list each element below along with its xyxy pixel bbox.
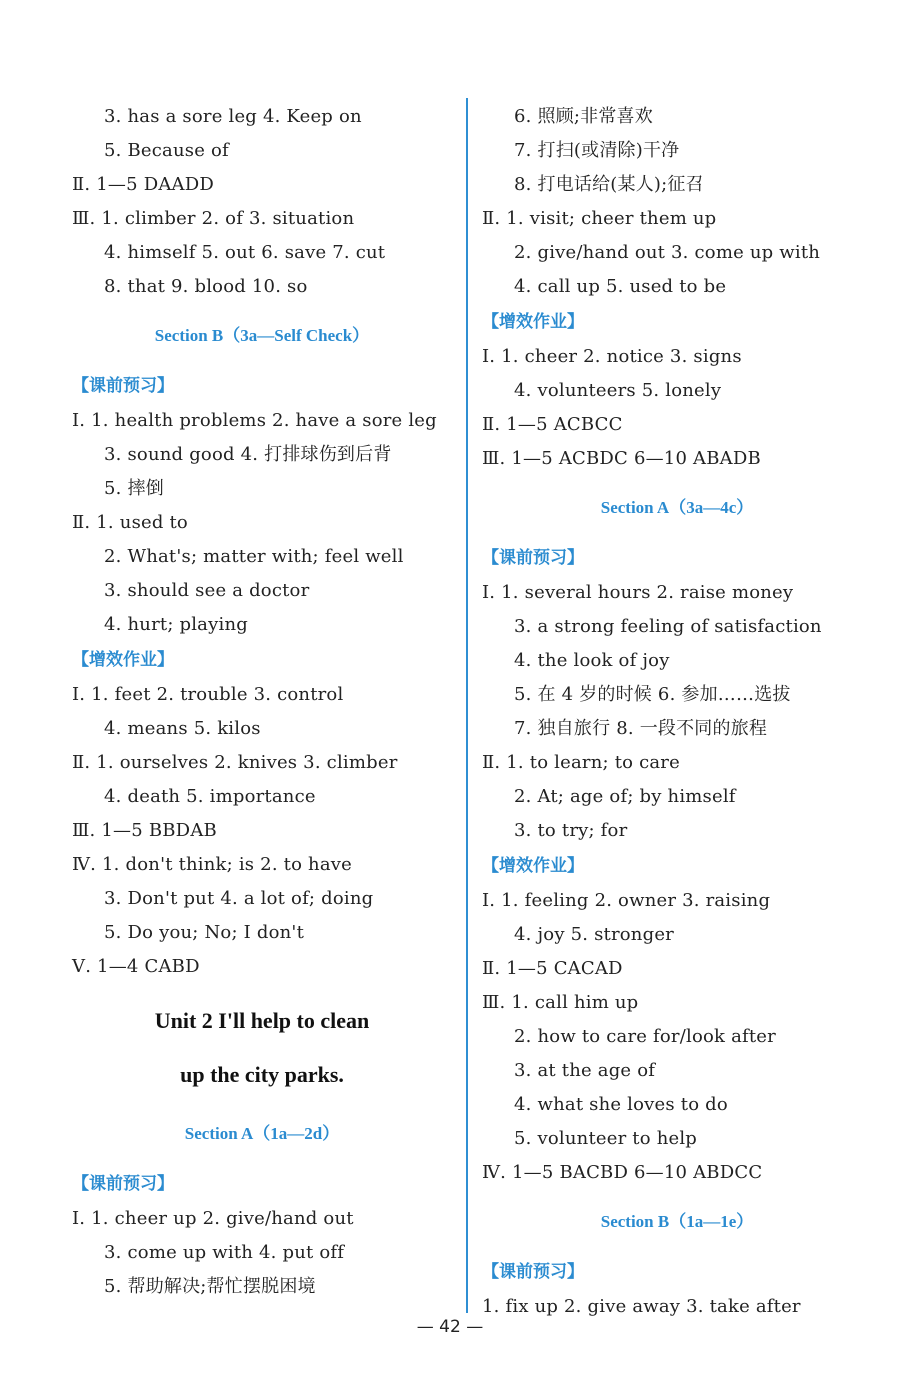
subsection-label: 【课前预习】 — [482, 1262, 584, 1282]
answer-line: 5. Because of — [104, 140, 229, 161]
answer-line: 8. that 9. blood 10. so — [104, 276, 308, 297]
section-heading: Section B（3a—Self Check） — [154, 326, 370, 345]
answer-line: 4. death 5. importance — [104, 786, 316, 807]
answer-line: Ⅰ. 1. feet 2. trouble 3. control — [72, 684, 344, 705]
answer-line: 4. the look of joy — [514, 650, 670, 671]
right-column — [482, 100, 872, 1324]
answer-line: Ⅲ. 1—5 BBDAB — [72, 820, 217, 841]
answer-line: 3. come up with 4. put off — [104, 1242, 345, 1263]
answer-line: 6. 照顾;非常喜欢 — [514, 106, 653, 127]
answer-line: Ⅱ. 1. used to — [72, 512, 188, 533]
answer-line: 2. At; age of; by himself — [514, 786, 736, 807]
answer-line: Ⅲ. 1—5 ACBDC 6—10 ABADB — [482, 448, 761, 469]
page-number: — 42 — — [416, 1317, 484, 1337]
unit-title: Unit 2 I'll help to clean — [154, 1008, 370, 1033]
answer-line: Ⅱ. 1—5 DAADD — [72, 174, 214, 195]
answer-line: Ⅳ. 1. don't think; is 2. to have — [72, 854, 352, 875]
answer-line: 3. has a sore leg 4. Keep on — [104, 106, 362, 127]
answer-line: 3. Don't put 4. a lot of; doing — [104, 888, 374, 909]
answer-line: Ⅲ. 1. call him up — [482, 992, 639, 1013]
answer-line: 3. to try; for — [514, 820, 628, 841]
unit-title: up the city parks. — [180, 1062, 344, 1087]
answer-line: 4. hurt; playing — [104, 614, 248, 635]
subsection-label: 【增效作业】 — [482, 856, 584, 876]
subsection-label: 【增效作业】 — [72, 650, 174, 670]
answer-line: Ⅰ. 1. several hours 2. raise money — [482, 582, 794, 603]
answer-line: 1. fix up 2. give away 3. take after — [482, 1296, 801, 1317]
section-heading: Section A（1a—2d） — [184, 1124, 340, 1143]
answer-line: 5. 摔倒 — [104, 478, 164, 499]
answer-line: Ⅱ. 1. visit; cheer them up — [482, 208, 717, 229]
answer-line: 4. joy 5. stronger — [514, 924, 674, 945]
answer-line: 4. call up 5. used to be — [514, 276, 727, 297]
answer-line: Ⅰ. 1. cheer up 2. give/hand out — [72, 1208, 354, 1229]
answer-line: 7. 独自旅行 8. 一段不同的旅程 — [514, 718, 768, 739]
answer-line: Ⅱ. 1—5 ACBCC — [482, 414, 623, 435]
answer-line: 4. himself 5. out 6. save 7. cut — [104, 242, 386, 263]
answer-line: Ⅰ. 1. feeling 2. owner 3. raising — [482, 890, 771, 911]
subsection-label: 【增效作业】 — [482, 312, 584, 332]
answer-line: Ⅴ. 1—4 CABD — [72, 956, 200, 977]
column-divider — [466, 98, 468, 1313]
answer-line: Ⅱ. 1—5 CACAD — [482, 958, 623, 979]
answer-line: 2. how to care for/look after — [514, 1026, 776, 1047]
left-column — [72, 100, 452, 1304]
answer-line: 5. 帮助解决;帮忙摆脱困境 — [104, 1276, 316, 1297]
answer-line: Ⅱ. 1. ourselves 2. knives 3. climber — [72, 752, 398, 773]
answer-line: 8. 打电话给(某人);征召 — [514, 174, 704, 195]
answer-line: 3. should see a doctor — [104, 580, 310, 601]
answer-line: 5. 在 4 岁的时候 6. 参加……选拔 — [514, 684, 791, 705]
answer-line: 5. volunteer to help — [514, 1128, 698, 1149]
answer-line: 3. a strong feeling of satisfaction — [514, 616, 822, 637]
answer-line: Ⅰ. 1. cheer 2. notice 3. signs — [482, 346, 742, 367]
section-heading: Section A（3a—4c） — [600, 498, 754, 517]
answer-line: 4. means 5. kilos — [104, 718, 261, 739]
answer-line: Ⅰ. 1. health problems 2. have a sore leg — [72, 410, 437, 431]
section-heading: Section B（1a—1e） — [600, 1212, 754, 1231]
answer-line: Ⅱ. 1. to learn; to care — [482, 752, 680, 773]
answer-line: 4. what she loves to do — [514, 1094, 728, 1115]
answer-line: 7. 打扫(或清除)干净 — [514, 140, 680, 161]
answer-line: 4. volunteers 5. lonely — [514, 380, 722, 401]
answer-line: 2. give/hand out 3. come up with — [514, 242, 821, 263]
answer-line: 5. Do you; No; I don't — [104, 922, 305, 943]
answer-line: Ⅲ. 1. climber 2. of 3. situation — [72, 208, 355, 229]
subsection-label: 【课前预习】 — [72, 376, 174, 396]
answer-line: 2. What's; matter with; feel well — [104, 546, 404, 567]
subsection-label: 【课前预习】 — [72, 1174, 174, 1194]
answer-line: 3. sound good 4. 打排球伤到后背 — [104, 444, 392, 465]
answer-line: Ⅳ. 1—5 BACBD 6—10 ABDCC — [482, 1162, 763, 1183]
answer-line: 3. at the age of — [514, 1060, 656, 1081]
subsection-label: 【课前预习】 — [482, 548, 584, 568]
